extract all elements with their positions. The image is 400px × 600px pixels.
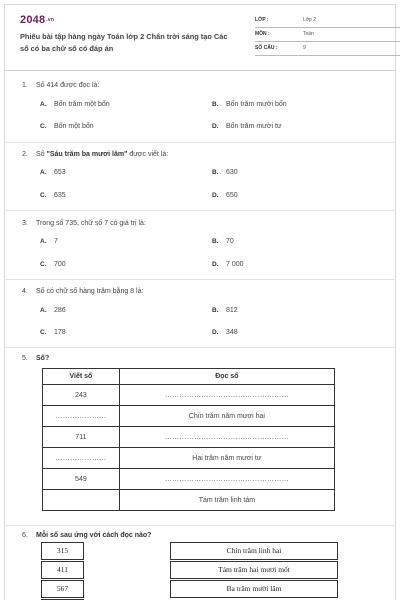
reading-blank[interactable]: ……………………………………………	[119, 469, 334, 490]
question-text: Số 414 được đọc là:	[36, 82, 100, 89]
worksheet-title: Phiếu bài tập hàng ngày Toán lớp 2 Chân trời sáng tạo Các số có ba chữ số có đáp án	[20, 32, 228, 53]
option-c[interactable]	[40, 329, 66, 336]
option-letter: D.	[212, 123, 219, 130]
option-letter: D.	[212, 329, 219, 336]
site-logo[interactable]	[20, 14, 54, 26]
meta-value: 9	[303, 45, 306, 51]
question-number: 2.	[22, 151, 28, 158]
option-letter: C.	[40, 192, 47, 199]
option-a[interactable]	[40, 169, 66, 176]
number-box[interactable]: 411	[41, 561, 84, 579]
reading-box[interactable]: Chín trăm linh hai	[170, 542, 338, 560]
number-blank[interactable]	[43, 490, 120, 511]
meta-row-grade	[255, 14, 400, 28]
meta-row-subject	[255, 28, 400, 42]
table-row	[43, 469, 335, 490]
option-text: 630	[226, 169, 238, 176]
option-d[interactable]	[212, 123, 282, 130]
option-b[interactable]	[212, 307, 238, 314]
option-letter: C.	[40, 123, 47, 130]
table-row	[43, 427, 335, 448]
option-text: Bốn một bốn	[54, 123, 94, 130]
reading-blank[interactable]: ……………………………………………	[119, 427, 334, 448]
option-letter: A.	[40, 169, 47, 176]
meta-label: LỚP :	[255, 17, 269, 23]
option-c[interactable]	[40, 261, 66, 268]
option-letter: D.	[212, 261, 219, 268]
option-text: Bốn trăm một bốn	[54, 101, 110, 108]
option-text: 635	[54, 192, 66, 199]
question-divider	[4, 279, 396, 280]
meta-label: SỐ CÂU :	[255, 45, 278, 51]
option-c[interactable]	[40, 123, 94, 130]
column-header-reading: Đọc số	[119, 369, 334, 385]
option-a[interactable]	[40, 238, 58, 245]
number-blank[interactable]: …………………	[43, 406, 120, 427]
reading-cell: Tám trăm linh tám	[119, 490, 334, 511]
option-letter: D.	[212, 192, 219, 199]
reading-cell: Hai trăm năm mươi tư	[119, 448, 334, 469]
question-divider	[4, 347, 396, 348]
table-row	[43, 385, 335, 406]
number-box[interactable]: 567	[41, 580, 84, 598]
option-text: Bốn trăm mười bốn	[226, 101, 287, 108]
option-d[interactable]	[212, 329, 238, 336]
table-row	[43, 490, 335, 511]
option-a[interactable]	[40, 307, 66, 314]
option-text: 812	[226, 307, 238, 314]
option-d[interactable]	[212, 261, 244, 268]
column-header-number: Viết số	[43, 369, 120, 385]
option-text: 7	[54, 238, 58, 245]
option-letter: A.	[40, 238, 47, 245]
question-number: 1.	[22, 82, 28, 89]
option-text: Bốn trăm mười tư	[226, 123, 282, 130]
option-letter: B.	[212, 169, 219, 176]
meta-row-count	[255, 42, 400, 56]
option-text: 653	[54, 169, 66, 176]
number-reading-table	[42, 368, 335, 511]
question-divider	[4, 142, 396, 143]
option-a[interactable]	[40, 101, 110, 108]
option-text: 7 000	[226, 261, 244, 268]
meta-value: Toán	[303, 31, 314, 37]
question-number: 6.	[22, 532, 28, 539]
option-letter: B.	[212, 238, 219, 245]
option-text: 178	[54, 329, 66, 336]
option-text: 650	[226, 192, 238, 199]
number-cell: 243	[43, 385, 120, 406]
option-text: 700	[54, 261, 66, 268]
question-text-bold: "Sáu trăm ba mươi lăm"	[46, 151, 128, 158]
question-text: Số có chữ số hàng trăm bằng 8 là:	[36, 288, 144, 295]
number-box[interactable]: 315	[41, 542, 84, 560]
number-cell: 549	[43, 469, 120, 490]
question-divider	[4, 525, 396, 526]
reading-cell: Chín trăm năm mươi hai	[119, 406, 334, 427]
question-text: Trong số 735, chữ số 7 có giá trị là:	[36, 220, 146, 227]
option-b[interactable]	[212, 101, 287, 108]
table-row	[43, 448, 335, 469]
number-cell: 711	[43, 427, 120, 448]
option-text: 70	[226, 238, 234, 245]
worksheet-header	[20, 14, 385, 60]
question-text-pre: Số	[36, 151, 47, 158]
question-text	[36, 151, 168, 158]
option-letter: C.	[40, 261, 47, 268]
header-divider	[4, 70, 396, 71]
option-b[interactable]	[212, 169, 238, 176]
question-divider	[4, 210, 396, 211]
reading-blank[interactable]: ……………………………………………	[119, 385, 334, 406]
question-text	[36, 355, 49, 362]
option-letter: B.	[212, 307, 219, 314]
option-letter: B.	[212, 101, 219, 108]
option-letter: A.	[40, 307, 47, 314]
option-text: 286	[54, 307, 66, 314]
table-header-row	[43, 369, 335, 385]
option-text: 348	[226, 329, 238, 336]
question-text-bold: Số?	[36, 355, 50, 362]
number-blank[interactable]: …………………	[43, 448, 120, 469]
question-number: 5.	[22, 355, 28, 362]
option-letter: A.	[40, 101, 47, 108]
question-text	[36, 532, 151, 539]
option-letter: C.	[40, 329, 47, 336]
table-row	[43, 406, 335, 427]
logo-suffix: .vn	[46, 17, 55, 24]
question-text-post: được viết là:	[127, 151, 169, 158]
option-b[interactable]	[212, 238, 234, 245]
question-text-bold: Mỗi số sau ứng với cách đọc nào?	[36, 532, 152, 539]
meta-value: Lớp 2	[303, 17, 317, 23]
logo-text: 2048	[20, 14, 46, 26]
option-d[interactable]	[212, 192, 238, 199]
question-number: 4.	[22, 288, 28, 295]
option-c[interactable]	[40, 192, 66, 199]
worksheet-meta	[255, 14, 400, 56]
meta-label: MÔN :	[255, 31, 270, 37]
question-number: 3.	[22, 220, 28, 227]
reading-box[interactable]: Ba trăm mười lăm	[170, 580, 338, 598]
reading-box[interactable]: Tám trăm hai mươi mốt	[170, 561, 338, 579]
